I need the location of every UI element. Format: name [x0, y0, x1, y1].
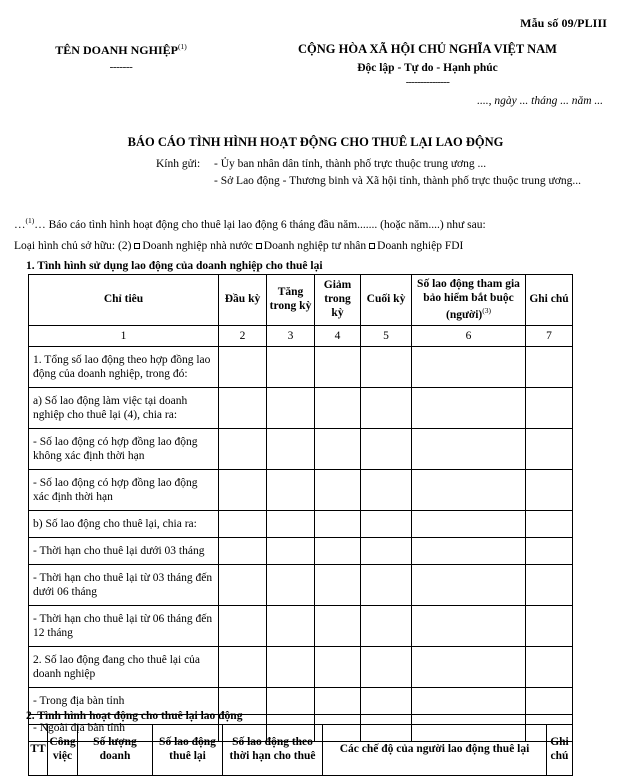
enterprise-name-text: TÊN DOANH NGHIỆP: [55, 43, 178, 57]
col-header-decrease: Giảm trong kỳ: [315, 275, 361, 326]
col-header-workers-by-term: Số lao động theo thời hạn cho thuê: [223, 725, 323, 776]
data-cell[interactable]: [267, 511, 315, 538]
data-cell[interactable]: [412, 606, 526, 647]
row-label: - Thời hạn cho thuê lại dưới 03 tháng: [29, 538, 219, 565]
data-cell[interactable]: [361, 565, 412, 606]
ownership-line: [14, 239, 620, 254]
enterprise-block: [0, 41, 242, 74]
data-cell[interactable]: [361, 470, 412, 511]
recipient-item: - Ủy ban nhân dân tỉnh, thành phố trực thuộc trung ương ...: [214, 158, 487, 170]
col-header-quantity: Số lượng doanh: [78, 725, 153, 776]
table-header-row: [29, 725, 573, 776]
row-label: a) Số lao động làm việc tại doanh nghiệp cho thuê lại (4), chia ra:: [29, 388, 219, 429]
row-label: - Ngoài địa bàn tỉnh: [29, 715, 219, 742]
data-cell[interactable]: [315, 388, 361, 429]
row-label: - Thời hạn cho thuê lại từ 06 tháng đến 12 tháng: [29, 606, 219, 647]
col-header-indicator: Chỉ tiêu: [29, 275, 219, 326]
col-header-rented-workers: Số lao động thuê lại: [153, 725, 223, 776]
enterprise-name: [0, 42, 242, 59]
data-cell[interactable]: [412, 347, 526, 388]
data-cell[interactable]: [526, 347, 573, 388]
data-cell[interactable]: [315, 511, 361, 538]
col-header-job: Công việc: [48, 725, 78, 776]
data-cell[interactable]: [526, 511, 573, 538]
table-row: [29, 388, 573, 429]
table-row: [29, 470, 573, 511]
rental-activity-table: [28, 724, 573, 776]
data-cell[interactable]: [361, 429, 412, 470]
data-cell[interactable]: [526, 565, 573, 606]
col-index-5: 5: [361, 326, 412, 347]
data-cell[interactable]: [315, 347, 361, 388]
table-row: [29, 429, 573, 470]
data-cell[interactable]: [267, 647, 315, 688]
row-label: - Số lao động có hợp đồng lao động không xác định thời hạn: [29, 429, 219, 470]
row-label: - Số lao động có hợp đồng lao động xác định thời hạn: [29, 470, 219, 511]
data-cell[interactable]: [267, 606, 315, 647]
labor-usage-table: [28, 274, 573, 742]
col-index-3: 3: [267, 326, 315, 347]
data-cell[interactable]: [526, 538, 573, 565]
table-header-row: [29, 275, 573, 326]
data-cell[interactable]: [219, 388, 267, 429]
labor-usage-table-body: [29, 347, 573, 742]
data-cell[interactable]: [219, 565, 267, 606]
data-cell[interactable]: [412, 538, 526, 565]
national-rule: ---------------: [405, 76, 450, 88]
col-header-end-period: Cuối kỳ: [361, 275, 412, 326]
data-cell[interactable]: [267, 470, 315, 511]
row-label: - Thời hạn cho thuê lại từ 03 tháng đến dưới 06 tháng: [29, 565, 219, 606]
checkbox-state-owned[interactable]: [134, 243, 140, 249]
form-code: Mẫu số 09/PLIII: [520, 16, 607, 30]
data-cell[interactable]: [267, 388, 315, 429]
table-row: [29, 538, 573, 565]
col-header-note: Ghi chú: [526, 275, 573, 326]
recipients-block: [0, 157, 631, 189]
recipient-label: Kính gửi:: [156, 158, 201, 170]
col-header-note: Ghi chú: [547, 725, 573, 776]
col-index-6: 6: [412, 326, 526, 347]
ownership-option-state: Doanh nghiệp nhà nước: [142, 240, 253, 252]
intro-block: [14, 216, 620, 260]
data-cell[interactable]: [526, 470, 573, 511]
data-cell[interactable]: [412, 511, 526, 538]
row-label: 1. Tổng số lao động theo hợp đồng lao động của doanh nghiệp, trong đó:: [29, 347, 219, 388]
table-row: [29, 347, 573, 388]
data-cell[interactable]: [361, 347, 412, 388]
data-cell[interactable]: [361, 688, 412, 715]
page-title: BÁO CÁO TÌNH HÌNH HOẠT ĐỘNG CHO THUÊ LẠI LAO ĐỘNG: [127, 135, 504, 149]
data-cell[interactable]: [267, 688, 315, 715]
table-row: [29, 511, 573, 538]
data-cell[interactable]: [361, 511, 412, 538]
data-cell[interactable]: [412, 647, 526, 688]
row-label: b) Số lao động cho thuê lại, chia ra:: [29, 511, 219, 538]
col-header-begin-period: Đầu kỳ: [219, 275, 267, 326]
enterprise-rule: -------: [109, 60, 133, 73]
section1-heading: 1. Tình hình sử dụng lao động của doanh nghiệp cho thuê lại: [26, 260, 323, 272]
data-cell[interactable]: [315, 565, 361, 606]
section2-heading: 2. Tình hình hoạt động cho thuê lại lao động: [26, 710, 243, 722]
national-title: CỘNG HÒA XÃ HỘI CHỦ NGHĨA VIỆT NAM: [298, 42, 557, 56]
recipient-list: [214, 157, 582, 189]
ownership-option-fdi: Doanh nghiệp FDI: [377, 240, 464, 252]
data-cell[interactable]: [267, 538, 315, 565]
data-cell[interactable]: [219, 538, 267, 565]
col-index-7: 7: [526, 326, 573, 347]
table-row: [29, 647, 573, 688]
data-cell[interactable]: [267, 347, 315, 388]
data-cell[interactable]: [412, 388, 526, 429]
row-label: 2. Số lao động đang cho thuê lại của doanh nghiệp: [29, 647, 219, 688]
col-index-2: 2: [219, 326, 267, 347]
col-header-insurance-footnote: (3): [482, 305, 492, 315]
national-heading-block: [242, 41, 631, 90]
data-cell[interactable]: [526, 388, 573, 429]
data-cell[interactable]: [526, 647, 573, 688]
intro-report-line: [14, 216, 620, 233]
data-cell[interactable]: [315, 470, 361, 511]
data-cell[interactable]: [267, 565, 315, 606]
ownership-label: Loại hình chủ sở hữu: (2): [14, 240, 132, 252]
intro-footnote: (1): [25, 216, 35, 225]
data-cell[interactable]: [219, 347, 267, 388]
data-cell[interactable]: [315, 538, 361, 565]
data-cell[interactable]: [526, 606, 573, 647]
data-cell[interactable]: [267, 429, 315, 470]
data-cell[interactable]: [315, 688, 361, 715]
document-header: [0, 41, 631, 90]
table-index-row: [29, 326, 573, 347]
col-index-1: 1: [29, 326, 219, 347]
data-cell[interactable]: [315, 429, 361, 470]
data-cell[interactable]: [526, 429, 573, 470]
ownership-option-private: Doanh nghiệp tư nhân: [263, 240, 367, 252]
data-cell[interactable]: [219, 429, 267, 470]
checkbox-fdi[interactable]: [369, 243, 375, 249]
table-row: [29, 565, 573, 606]
date-line: ...., ngày ... tháng ... năm ...: [477, 95, 603, 107]
recipient-item: - Sở Lao động - Thương binh và Xã hội tỉnh, thành phố trực thuộc trung ương...: [214, 175, 581, 188]
intro-ellipsis-start: …: [14, 218, 26, 231]
col-header-worker-benefits: Các chế độ của người lao động thuê lại: [323, 725, 547, 776]
data-cell[interactable]: [315, 647, 361, 688]
enterprise-name-footnote: (1): [177, 42, 187, 51]
data-cell[interactable]: [361, 388, 412, 429]
data-cell[interactable]: [219, 606, 267, 647]
data-cell[interactable]: [412, 470, 526, 511]
data-cell[interactable]: [412, 565, 526, 606]
data-cell[interactable]: [219, 511, 267, 538]
data-cell[interactable]: [412, 429, 526, 470]
table-row: [29, 606, 573, 647]
checkbox-private[interactable]: [256, 243, 262, 249]
data-cell[interactable]: [219, 470, 267, 511]
data-cell[interactable]: [526, 688, 573, 715]
data-cell[interactable]: [315, 606, 361, 647]
col-index-4: 4: [315, 326, 361, 347]
col-header-increase: Tăng trong kỳ: [267, 275, 315, 326]
data-cell[interactable]: [219, 647, 267, 688]
data-cell[interactable]: [412, 688, 526, 715]
col-header-insurance-text: Số lao động tham gia bảo hiểm bắt buộc (người): [417, 278, 520, 321]
row-label: - Trong địa bàn tỉnh: [29, 688, 219, 715]
col-header-ordinal: TT: [29, 725, 48, 776]
data-cell[interactable]: [361, 538, 412, 565]
intro-report-text: … Báo cáo tình hình hoạt động cho thuê lại lao động 6 tháng đầu năm....... (hoặc năm....) như sau:: [34, 218, 486, 231]
col-header-insurance: [412, 275, 526, 326]
data-cell[interactable]: [361, 606, 412, 647]
data-cell[interactable]: [361, 647, 412, 688]
national-motto: Độc lập - Tự do - Hạnh phúc: [357, 61, 498, 74]
